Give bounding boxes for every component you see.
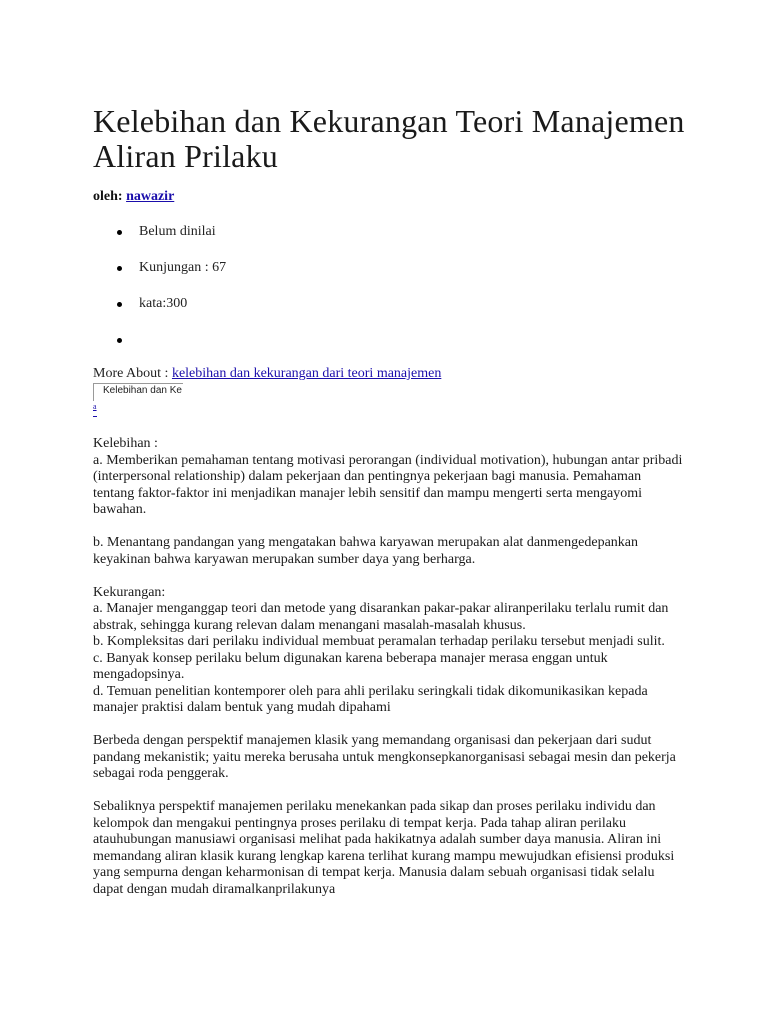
embed-link-underline	[93, 416, 97, 417]
meta-rating-text: Belum dinilai	[139, 224, 216, 239]
meta-item-words	[93, 294, 226, 330]
body-paragraph-1: Berbeda dengan perspektif manajemen klasik yang memandang organisasi dan pekerjaan dari sudut pandang mekanistik; yaitu mereka berusaha untuk mengkonsepkanorganisasi sebagai mesin dan pekerja sebagai roda penggerak.	[93, 733, 676, 781]
kelebihan-heading: Kelebihan :	[93, 436, 158, 451]
more-about-prefix: More About :	[93, 366, 169, 381]
byline	[93, 189, 174, 205]
byline-prefix: oleh:	[93, 189, 123, 204]
bullet-icon	[117, 266, 122, 271]
article-meta-list	[93, 222, 226, 366]
kekurangan-point-a: a. Manajer menganggap teori dan metode yang disarankan pakar-pakar aliranperilaku terlalu rumit dan abstrak, sehingga kurang relevan dalam menangani masalah-masalah khusus.	[93, 601, 669, 633]
embedded-document-frame[interactable]	[93, 383, 183, 401]
kelebihan-point-b: b. Menantang pandangan yang mengatakan bahwa karyawan merupakan alat danmengedepankan keyakinan bahwa karyawan merupakan sumber daya yang berharga.	[93, 535, 638, 567]
more-about	[93, 365, 441, 383]
article-title: Kelebihan dan Kekurangan Teori Manajemen Aliran Prilaku	[93, 103, 685, 174]
meta-item-rating	[93, 222, 226, 258]
kekurangan-heading: Kekurangan:	[93, 584, 166, 600]
bullet-icon	[117, 230, 122, 235]
meta-visits-text: Kunjungan : 67	[139, 260, 227, 275]
kekurangan-point-b: b. Kompleksitas dari perilaku individual membuat peramalan terhadap perilaku tersebut menjadi sulit.	[93, 634, 665, 649]
more-about-link[interactable]: kelebihan dan kekurangan dari teori manajemen	[171, 366, 442, 381]
meta-item-empty	[93, 330, 226, 366]
bullet-icon	[117, 338, 122, 343]
body-paragraph-2: Sebaliknya perspektif manajemen perilaku menekankan pada sikap dan proses perilaku individu dan kelompok dan mengakui pentingnya proses perilaku di tempat kerja. Pada tahap aliran perilaku atauhubungan manusiawi organisasi melihat pada hakikatnya adalah sumber daya manusia. Aliran ini memandang aliran klasik kurang lengkap karena terlihat kurang mampu mewujudkan efisiensi produksi yang sempurna dengan keharmonisan di tempat kerja. Manusia dalam sebuah organisasi tidak selalu dapat dengan mudah diramalkanprilakunya	[93, 799, 675, 897]
meta-words-text: kata:300	[139, 296, 188, 311]
kekurangan-point-c: c. Banyak konsep perilaku belum digunakan karena beberapa manajer merasa enggan untuk mengadopsinya.	[93, 650, 608, 682]
article-body	[93, 436, 683, 898]
kekurangan-point-d: d. Temuan penelitian kontemporer oleh para ahli perilaku seringkali tidak dikomunikasikan kepada manajer praktisi dalam bentuk yang mudah dipahami	[93, 683, 648, 715]
meta-item-visits	[93, 258, 226, 294]
author-link[interactable]: nawazir	[126, 189, 175, 204]
embedded-document-title: Kelebihan dan Ke	[103, 385, 182, 396]
bullet-icon	[117, 302, 122, 307]
kelebihan-point-a: a. Memberikan pemahaman tentang motivasi perorangan (individual motivation), hubungan antar pribadi (interpersonal relationship) dalam pekerjaan dan pentingnya pekerjaan bagi manusia. Pemahaman tentang faktor-faktor ini menjadikan manajer lebih sensitif dan mampu mengerti serta mengayomi bawahan.	[93, 452, 683, 517]
embed-link[interactable]: a	[93, 402, 97, 411]
